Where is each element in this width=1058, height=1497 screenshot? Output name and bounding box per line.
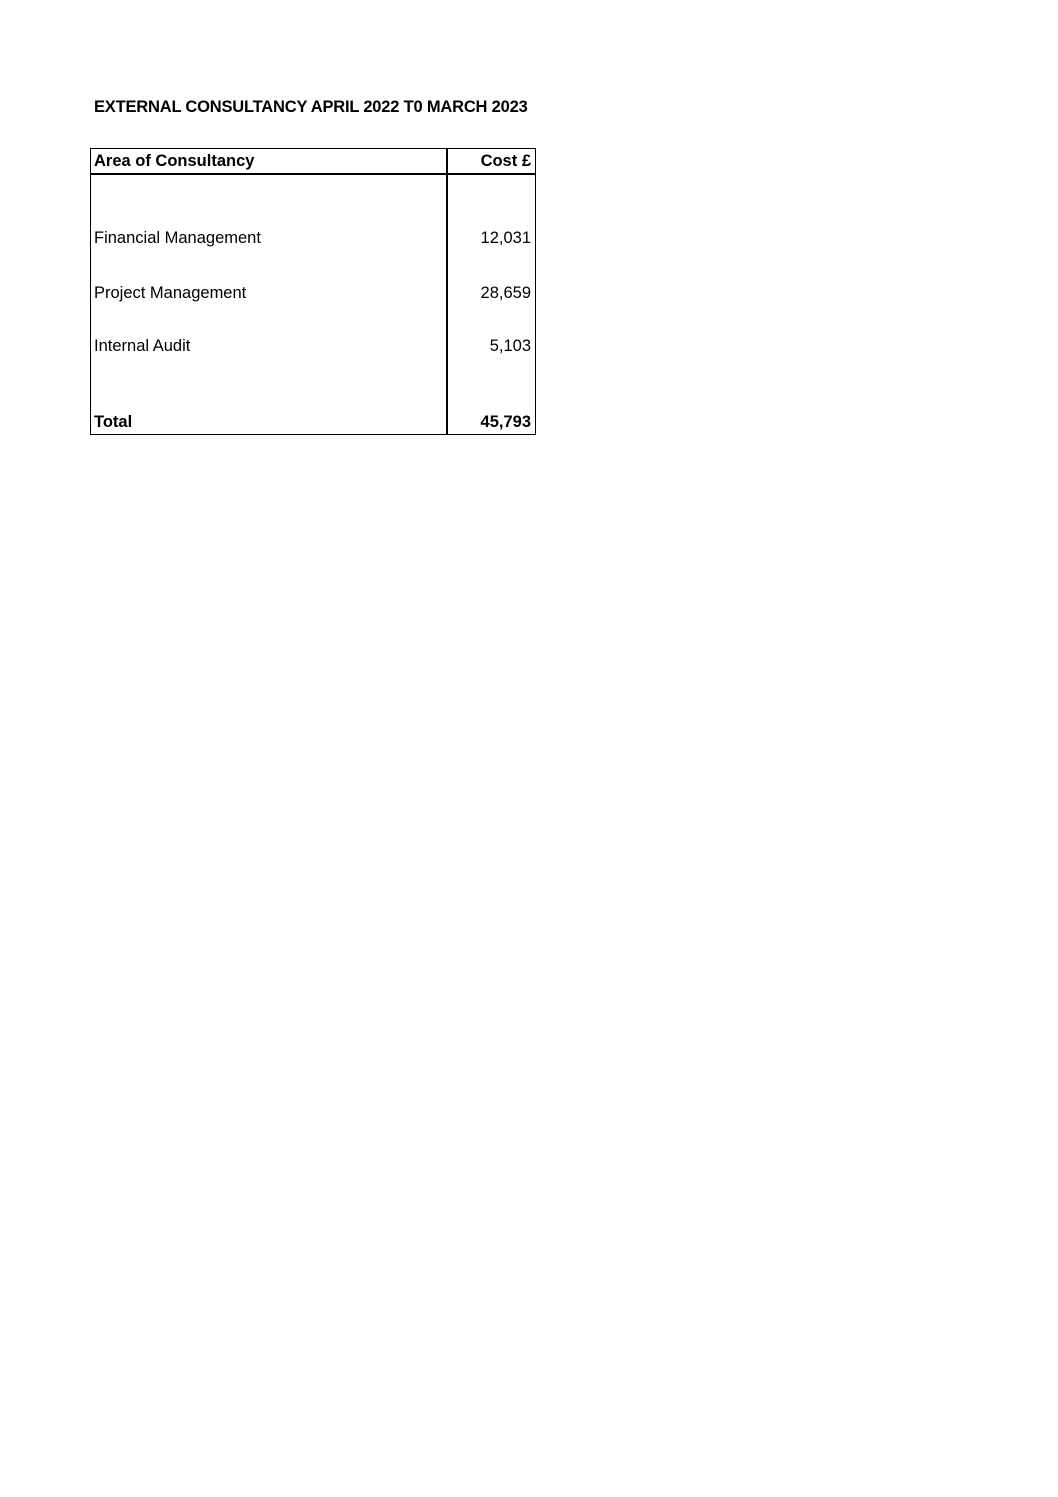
header-divider bbox=[91, 173, 535, 175]
total-label: Total bbox=[94, 413, 133, 431]
row-internal-audit-area: Internal Audit bbox=[94, 337, 191, 355]
row-internal-audit-cost: 5,103 bbox=[489, 337, 531, 355]
header-area-of-consultancy: Area of Consultancy bbox=[94, 152, 255, 170]
header-cost: Cost £ bbox=[480, 152, 531, 170]
row-financial-management-cost: 12,031 bbox=[480, 229, 531, 247]
row-project-management-area: Project Management bbox=[94, 284, 247, 302]
page-title: EXTERNAL CONSULTANCY APRIL 2022 T0 MARCH 2023 bbox=[94, 98, 528, 116]
row-financial-management-area: Financial Management bbox=[94, 229, 261, 247]
total-value: 45,793 bbox=[480, 413, 531, 431]
consultancy-cost-table bbox=[90, 148, 536, 435]
row-project-management-cost: 28,659 bbox=[480, 284, 531, 302]
column-divider bbox=[446, 149, 448, 434]
